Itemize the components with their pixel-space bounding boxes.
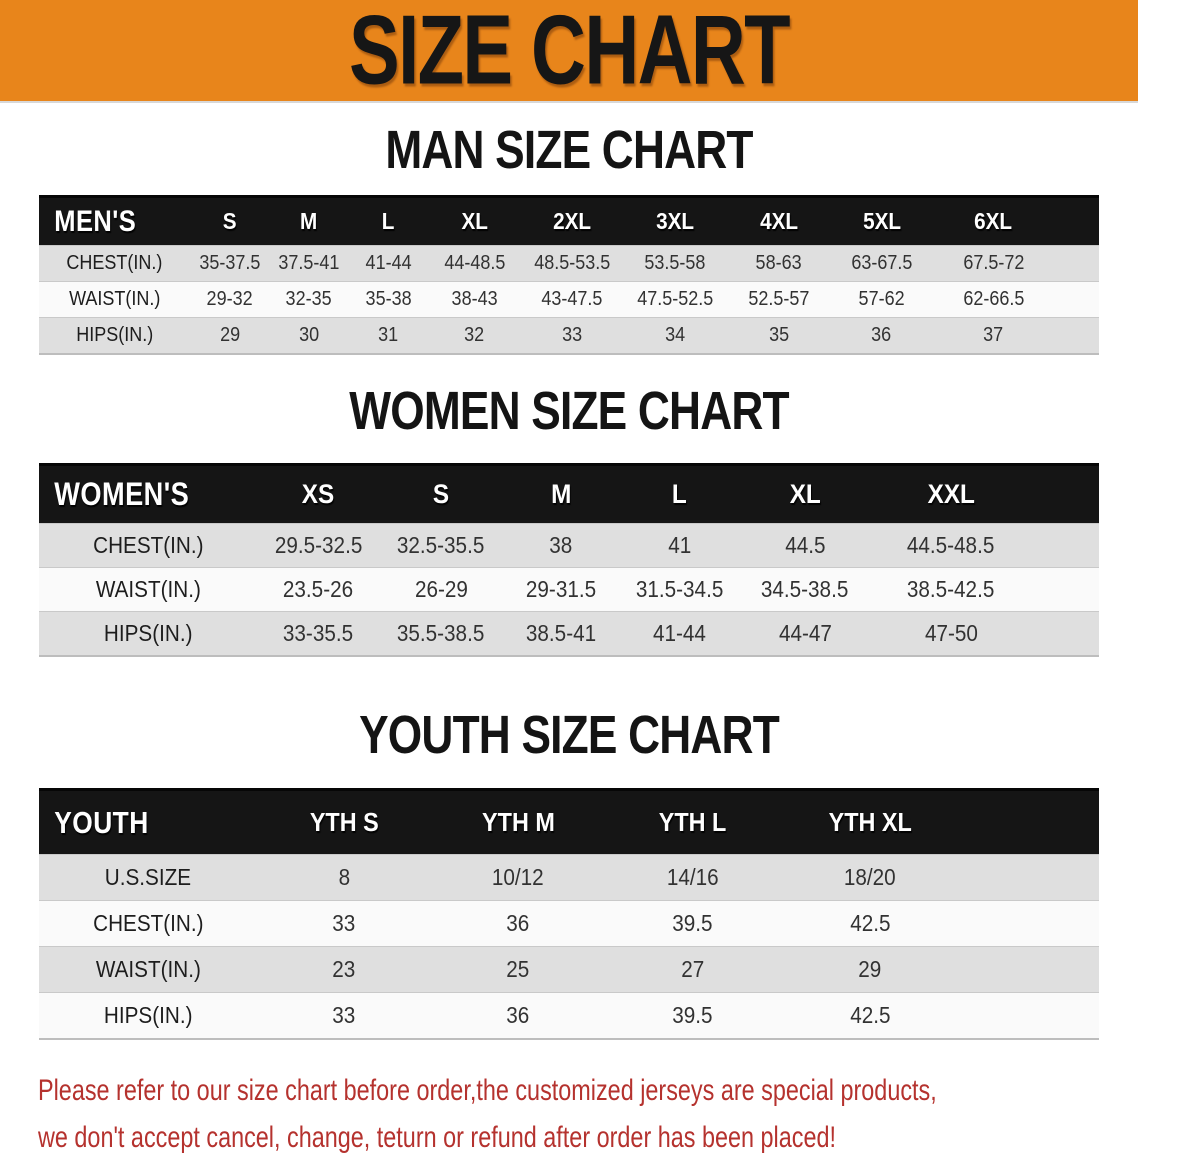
size-value-text: 29-31.5 [525, 576, 597, 602]
size-value-text: 34 [665, 324, 686, 346]
table-title-cell [39, 465, 257, 524]
size-value-cell [257, 901, 431, 947]
size-column-header-text: S [222, 208, 237, 234]
size-value-text: 36 [871, 324, 892, 346]
measurement-row-label [39, 246, 190, 282]
size-value-cell [780, 901, 960, 947]
measurement-row-label [39, 524, 257, 568]
size-value-text: 36 [506, 1002, 530, 1028]
spacer-cell [1054, 246, 1099, 282]
measurement-row-label [39, 993, 257, 1040]
size-value-text: 52.5-57 [748, 288, 810, 310]
size-value-text: 23 [332, 956, 356, 982]
women-size-section [0, 381, 1138, 657]
size-value-cell [780, 993, 960, 1040]
size-value-cell [605, 901, 780, 947]
size-value-cell [431, 993, 605, 1040]
size-column-header [270, 197, 348, 246]
size-value-text: 44.5 [784, 532, 826, 558]
size-value-cell [190, 246, 270, 282]
size-column-header [830, 197, 933, 246]
size-value-text: 44-48.5 [444, 252, 506, 274]
size-column-header-text: XXL [927, 479, 975, 509]
size-chart-banner [0, 0, 1138, 106]
size-value-cell [257, 855, 431, 901]
size-column-header-text: 4XL [759, 208, 798, 234]
size-value-cell [605, 993, 780, 1040]
measurement-row [39, 947, 1099, 993]
size-value-text: 44-47 [778, 620, 832, 646]
size-value-text: 32.5-35.5 [397, 532, 485, 558]
size-value-text: 47.5-52.5 [637, 288, 714, 310]
size-column-header-text: XL [789, 479, 821, 509]
spacer-cell [960, 947, 1099, 993]
man-section-heading-text: MAN SIZE CHART [385, 120, 753, 180]
size-value-text: 62-66.5 [962, 288, 1025, 310]
size-value-cell [270, 246, 348, 282]
measurement-row [39, 318, 1099, 355]
measurement-row-label-text: WAIST(IN.) [95, 956, 201, 982]
size-value-cell [270, 282, 348, 318]
measurement-row-label-text: HIPS(IN.) [103, 1002, 193, 1028]
size-value-text: 63-67.5 [851, 252, 913, 274]
size-value-text: 39.5 [672, 1002, 713, 1028]
spacer-cell [1031, 524, 1099, 568]
size-column-header [257, 465, 380, 524]
women-section-heading [0, 381, 1138, 441]
size-value-text: 41-44 [653, 620, 706, 646]
size-value-cell [728, 282, 830, 318]
size-value-cell [257, 524, 380, 568]
size-value-text: 38 [549, 532, 573, 558]
measurement-row-label [39, 855, 257, 901]
size-column-header [780, 790, 960, 855]
size-value-text: 35-37.5 [199, 252, 261, 274]
size-value-text: 44.5-48.5 [907, 532, 995, 558]
size-column-header [190, 197, 270, 246]
spacer-cell [960, 901, 1099, 947]
size-value-text: 27 [680, 956, 705, 982]
spacer-cell [1031, 465, 1099, 524]
measurement-row [39, 568, 1099, 612]
size-value-text: 35-38 [365, 288, 412, 310]
size-value-cell [502, 524, 620, 568]
size-column-header-text: YTH XL [828, 807, 912, 837]
size-value-cell [521, 282, 623, 318]
man-size-section [0, 120, 1138, 355]
size-column-header [502, 465, 620, 524]
size-column-header [728, 197, 830, 246]
size-value-cell [780, 855, 960, 901]
size-column-header [623, 197, 727, 246]
measurement-row [39, 524, 1099, 568]
size-value-text: 33-35.5 [283, 620, 354, 646]
size-column-header [431, 790, 605, 855]
size-value-cell [502, 612, 620, 657]
youth-section-heading-text: YOUTH SIZE CHART [359, 705, 779, 765]
size-value-text: 32-35 [285, 288, 333, 310]
size-value-cell [270, 318, 348, 355]
size-value-cell [871, 612, 1031, 657]
size-column-header-text: 2XL [552, 208, 591, 234]
spacer-cell [960, 790, 1099, 855]
size-column-header-text: XS [302, 479, 335, 509]
table-title-text: WOMEN'S [54, 476, 190, 512]
size-value-cell [257, 568, 380, 612]
size-value-cell [502, 568, 620, 612]
size-value-text: 33 [332, 910, 356, 936]
disclaimer-line-1 [38, 1067, 1138, 1114]
size-value-text: 30 [298, 324, 320, 346]
size-value-text: 38.5-41 [525, 620, 597, 646]
size-value-cell [431, 855, 605, 901]
size-value-text: 34.5-38.5 [761, 576, 849, 602]
size-value-text: 67.5-72 [962, 252, 1025, 274]
size-value-cell [605, 947, 780, 993]
size-value-cell [348, 318, 428, 355]
disclaimer-line-1-text: Please refer to our size chart before order,the customized jerseys are special products, [38, 1074, 937, 1107]
size-column-header-text: M [550, 479, 572, 509]
spacer-cell [1054, 197, 1099, 246]
size-value-text: 48.5-53.5 [533, 252, 610, 274]
size-value-text: 58-63 [755, 252, 802, 274]
size-column-header [620, 465, 739, 524]
man-section-heading [0, 120, 1138, 180]
size-value-cell [521, 246, 623, 282]
spacer-cell [1031, 568, 1099, 612]
size-value-cell [348, 282, 428, 318]
spacer-cell [1031, 612, 1099, 657]
size-value-cell [521, 318, 623, 355]
size-value-text: 42.5 [849, 910, 891, 936]
measurement-row [39, 282, 1099, 318]
size-value-text: 31 [378, 324, 399, 346]
size-value-cell [348, 246, 428, 282]
youth-section-heading [0, 705, 1138, 765]
size-value-text: 25 [506, 956, 530, 982]
size-value-cell [933, 282, 1053, 318]
disclaimer-line-2-text: we don't accept cancel, change, teturn or refund after order has been placed! [38, 1121, 836, 1154]
size-column-header [871, 465, 1031, 524]
size-value-cell [257, 612, 380, 657]
size-column-header [605, 790, 780, 855]
size-value-text: 43-47.5 [541, 288, 603, 310]
spacer-cell [1054, 318, 1099, 355]
size-value-text: 35.5-38.5 [397, 620, 485, 646]
disclaimer-line-2 [38, 1114, 1138, 1161]
size-value-text: 37.5-41 [278, 252, 340, 274]
size-value-cell [780, 947, 960, 993]
size-value-cell [933, 246, 1053, 282]
size-column-header-text: YTH S [309, 807, 379, 837]
measurement-row [39, 993, 1099, 1040]
spacer-cell [960, 993, 1099, 1040]
measurement-row-label [39, 318, 190, 355]
size-value-cell [380, 568, 502, 612]
disclaimer [0, 1067, 1138, 1161]
women-section-heading-text: WOMEN SIZE CHART [349, 381, 789, 441]
size-value-text: 29 [858, 956, 882, 982]
size-value-cell [728, 318, 830, 355]
size-value-cell [623, 246, 727, 282]
size-value-text: 39.5 [672, 910, 713, 936]
measurement-row-label-text: CHEST(IN.) [92, 910, 204, 936]
size-value-cell [739, 612, 871, 657]
measurement-row-label-text: WAIST(IN.) [95, 576, 201, 602]
size-value-cell [190, 318, 270, 355]
table-title-cell [39, 197, 190, 246]
measurement-row-label-text: U.S.SIZE [104, 864, 192, 890]
size-value-text: 14/16 [666, 864, 719, 890]
size-value-cell [739, 568, 871, 612]
size-value-cell [623, 318, 727, 355]
size-value-text: 33 [332, 1002, 356, 1028]
size-value-text: 32 [464, 324, 485, 346]
size-value-cell [431, 901, 605, 947]
size-column-header-text: M [300, 208, 318, 234]
size-value-cell [623, 282, 727, 318]
banner-title-text: SIZE CHART [349, 0, 789, 106]
size-column-header-text: XL [461, 208, 488, 234]
size-value-text: 47-50 [924, 620, 978, 646]
size-value-text: 26-29 [414, 576, 468, 602]
size-value-cell [830, 282, 933, 318]
size-value-text: 23.5-26 [283, 576, 354, 602]
size-column-header [739, 465, 871, 524]
measurement-row-label [39, 612, 257, 657]
table-header-row [39, 465, 1099, 524]
size-value-cell [257, 993, 431, 1040]
size-value-cell [428, 246, 520, 282]
size-value-cell [728, 246, 830, 282]
size-column-header-text: 5XL [862, 208, 901, 234]
size-value-cell [620, 612, 739, 657]
size-value-text: 18/20 [844, 864, 896, 890]
size-value-cell [428, 282, 520, 318]
women-size-table [39, 463, 1099, 657]
size-value-text: 29-32 [206, 288, 253, 310]
measurement-row-label-text: HIPS(IN.) [103, 620, 193, 646]
size-value-cell [830, 318, 933, 355]
size-column-header [521, 197, 623, 246]
measurement-row-label-text: WAIST(IN.) [68, 288, 160, 310]
table-title-text: MEN'S [54, 204, 137, 238]
size-value-text: 29.5-32.5 [274, 532, 363, 558]
size-value-text: 10/12 [492, 864, 544, 890]
size-value-text: 35 [768, 324, 789, 346]
size-value-cell [428, 318, 520, 355]
measurement-row [39, 246, 1099, 282]
size-value-text: 36 [506, 910, 530, 936]
table-header-row [39, 790, 1099, 855]
size-value-cell [605, 855, 780, 901]
size-value-text: 53.5-58 [644, 252, 706, 274]
measurement-row [39, 612, 1099, 657]
measurement-row-label-text: CHEST(IN.) [92, 532, 204, 558]
size-value-text: 38-43 [451, 288, 498, 310]
size-value-text: 57-62 [858, 288, 905, 310]
size-value-text: 33 [561, 324, 582, 346]
size-value-text: 38.5-42.5 [907, 576, 995, 602]
size-value-cell [620, 524, 739, 568]
size-value-text: 29 [219, 324, 240, 346]
size-value-cell [380, 612, 502, 657]
size-column-header [380, 465, 502, 524]
size-value-text: 31.5-34.5 [635, 576, 724, 602]
size-value-cell [431, 947, 605, 993]
size-value-cell [739, 524, 871, 568]
measurement-row-label [39, 947, 257, 993]
size-column-header [348, 197, 428, 246]
size-value-text: 37 [983, 324, 1004, 346]
banner-title [294, 0, 844, 106]
size-value-cell [871, 568, 1031, 612]
size-column-header-text: YTH M [481, 807, 555, 837]
measurement-row-label-text: HIPS(IN.) [75, 324, 153, 346]
size-value-cell [871, 524, 1031, 568]
measurement-row-label [39, 282, 190, 318]
size-value-cell [620, 568, 739, 612]
table-header-row [39, 197, 1099, 246]
youth-size-table [39, 788, 1099, 1040]
spacer-cell [1054, 282, 1099, 318]
size-value-text: 8 [338, 864, 350, 890]
measurement-row [39, 855, 1099, 901]
size-column-header-text: L [672, 479, 687, 509]
spacer-cell [960, 855, 1099, 901]
size-column-header [257, 790, 431, 855]
size-value-text: 41 [667, 532, 692, 558]
table-title-text: YOUTH [54, 804, 149, 840]
measurement-row [39, 901, 1099, 947]
size-value-cell [933, 318, 1053, 355]
size-value-cell [190, 282, 270, 318]
size-column-header [933, 197, 1053, 246]
size-value-cell [380, 524, 502, 568]
size-column-header-text: L [381, 208, 395, 234]
measurement-row-label-text: CHEST(IN.) [66, 252, 163, 274]
size-value-cell [830, 246, 933, 282]
table-title-cell [39, 790, 257, 855]
measurement-row-label [39, 568, 257, 612]
measurement-row-label [39, 901, 257, 947]
size-column-header-text: S [432, 479, 450, 509]
size-column-header-text: 3XL [656, 208, 695, 234]
men-size-table [39, 195, 1099, 355]
size-value-text: 41-44 [365, 252, 412, 274]
size-column-header [428, 197, 520, 246]
size-value-cell [257, 947, 431, 993]
size-column-header-text: YTH L [658, 807, 727, 837]
youth-size-section [0, 705, 1138, 1040]
size-column-header-text: 6XL [974, 208, 1013, 234]
size-value-text: 42.5 [849, 1002, 891, 1028]
